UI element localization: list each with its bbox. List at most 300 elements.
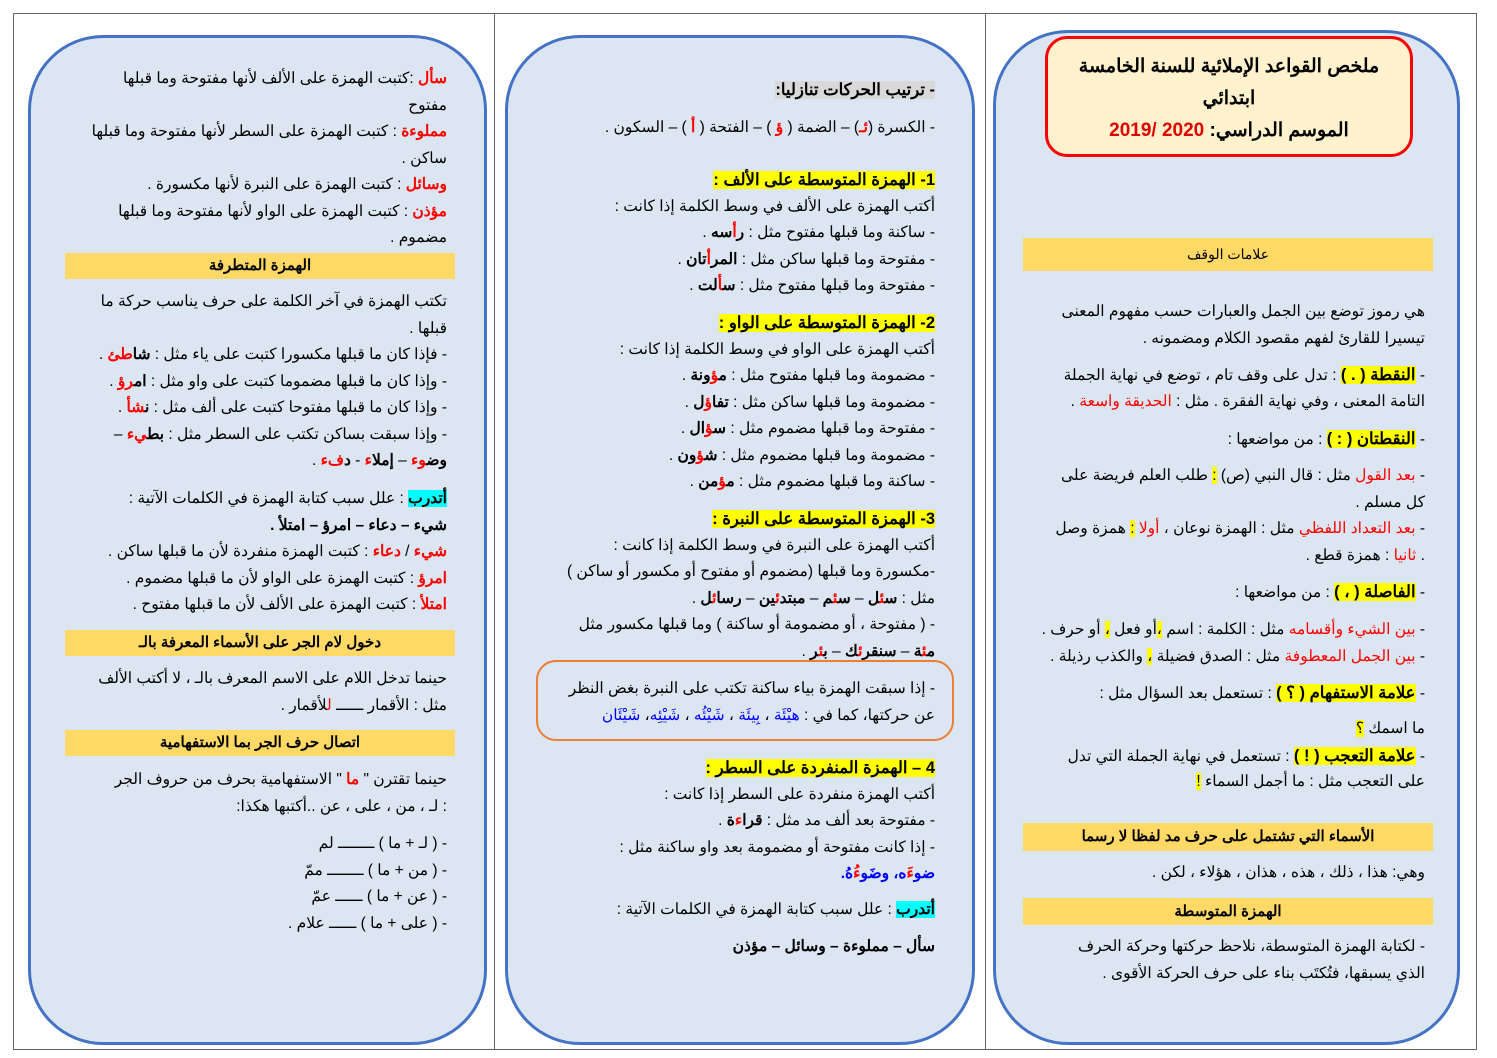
text-line bbox=[619, 782, 935, 809]
text-run: شَيْئُه bbox=[693, 706, 725, 724]
text-run: بعد القول bbox=[1355, 467, 1416, 484]
text-run: - مضمومة وما قبلها مضموم مثل : bbox=[717, 446, 935, 464]
text-run: - bbox=[1415, 747, 1425, 765]
text-run: - ساكنة وما قبلها مضموم مثل : bbox=[734, 473, 935, 490]
text-run: - ترتيب الحركات تنازليا: bbox=[775, 81, 935, 99]
text-line bbox=[620, 469, 935, 496]
text-line bbox=[567, 612, 935, 639]
text-run: ؤ bbox=[705, 420, 714, 437]
text-line bbox=[1061, 490, 1425, 517]
text-line bbox=[620, 310, 935, 337]
text-run: - إذا سبقت الهمزة بياء ساكنة تكتب على النبرة بغض النظر bbox=[568, 680, 935, 697]
text-run: ثانيا bbox=[1393, 546, 1417, 564]
text-run: - مفتوحة وما قبلها مضموم مثل : bbox=[726, 420, 935, 437]
text-run: : علل سبب كتابة الهمزة في الكلمات الآتية : bbox=[128, 490, 409, 507]
text-line bbox=[92, 225, 447, 252]
text-run: :كتبت الهمزة على الألف لأنها مفتوحة وما قبلها bbox=[122, 70, 419, 87]
text-run: أكتب الهمزة على النبرة في وسط الكلمة إذا كانت : bbox=[613, 536, 935, 554]
text-run: مثل : الهمزة نوعان ، bbox=[1159, 520, 1299, 537]
text-run: مفتوح bbox=[408, 96, 447, 114]
text-run: – bbox=[113, 425, 127, 443]
text-line bbox=[92, 199, 447, 226]
text-run: – bbox=[393, 452, 412, 469]
text-run: : bbox=[1130, 520, 1135, 537]
heading-text: اتصال حرف الجر بما الاستفهامية bbox=[159, 734, 361, 751]
text-run: - مضمومة وما قبلها مفتوح مثل : bbox=[726, 367, 935, 384]
text-run: وسائل bbox=[405, 176, 447, 193]
text-line bbox=[569, 703, 935, 730]
text-run: ءَ bbox=[906, 865, 914, 882]
text-line bbox=[567, 506, 935, 533]
text-run: 2- الهمزة المتوسطة على الواو : bbox=[718, 314, 935, 332]
text-run: ئ bbox=[858, 642, 863, 660]
text-run: حينما تقترن " bbox=[359, 771, 447, 788]
text-run: التامة المعنى ، وفي نهاية الفقرة . مثل : bbox=[1171, 392, 1425, 410]
text-run: . bbox=[684, 393, 694, 411]
text-run: بين الشيء وأقسامه bbox=[1288, 621, 1416, 638]
text-run: . bbox=[311, 452, 321, 469]
text-run: مبتد bbox=[779, 589, 806, 607]
section-heading bbox=[1023, 238, 1433, 271]
text-line bbox=[1064, 362, 1425, 389]
text-line bbox=[1055, 543, 1425, 570]
text-run: س bbox=[722, 277, 736, 294]
text-run: أ bbox=[717, 277, 723, 294]
text-run: ئ bbox=[775, 589, 780, 607]
text-run: ) – الفتحة ( bbox=[695, 119, 776, 136]
text-line bbox=[619, 755, 935, 782]
paragraph bbox=[615, 167, 935, 300]
text-line bbox=[619, 808, 935, 835]
text-run: مملوءة bbox=[401, 123, 447, 140]
text-run: م bbox=[822, 589, 833, 607]
text-run: المر bbox=[710, 250, 738, 268]
text-run: رؤ bbox=[117, 372, 134, 390]
text-run: سأل bbox=[418, 70, 447, 87]
text-run: - ( لـ + ما ) ــــــــ لم bbox=[318, 835, 447, 852]
text-run: : علل سبب كتابة الهمزة في الكلمات الآتية : bbox=[616, 901, 897, 918]
text-run: شيء bbox=[413, 543, 447, 560]
text-run: مؤذن bbox=[412, 202, 447, 220]
text-line bbox=[620, 337, 935, 364]
text-run: : همزة قطع . bbox=[1305, 546, 1394, 564]
text-run: 4 – الهمزة المنفردة على السطر : bbox=[705, 759, 935, 777]
text-run: طئ bbox=[107, 346, 133, 363]
text-run: ؟ bbox=[1355, 720, 1365, 737]
text-run: تيسيرا للقارئ لفهم مقصود الكلام ومضمونه . bbox=[1142, 329, 1425, 347]
text-line bbox=[620, 390, 935, 417]
text-run: - ( على + ما ) ــــــ علام . bbox=[288, 914, 447, 932]
text-run: يء bbox=[126, 425, 148, 443]
text-line bbox=[1100, 680, 1425, 707]
text-run: أ bbox=[691, 119, 696, 136]
text-run: ل bbox=[867, 589, 880, 607]
text-line bbox=[775, 77, 935, 104]
text-run: تفا bbox=[711, 393, 729, 411]
text-run: ئ bbox=[712, 589, 717, 607]
text-run: مثل : bbox=[897, 589, 935, 607]
text-run: . bbox=[691, 589, 701, 607]
heading-text: علامات الوقف bbox=[1186, 246, 1270, 262]
text-run: ، bbox=[680, 706, 694, 724]
text-line bbox=[99, 316, 447, 343]
text-line bbox=[1228, 426, 1425, 453]
text-run: . bbox=[681, 367, 691, 384]
text-run: أتدرب bbox=[408, 490, 447, 507]
text-run: من bbox=[698, 473, 719, 490]
season-line bbox=[1048, 115, 1410, 147]
text-run: مثل : قال النبي (ص) bbox=[1216, 467, 1356, 484]
text-run: : من مواضعها : bbox=[1227, 431, 1327, 448]
text-run: – bbox=[827, 642, 845, 660]
text-run: ئ bbox=[922, 642, 927, 660]
text-run: . bbox=[801, 642, 811, 660]
text-run: - ( من + ما ) ــــــــ ممّ bbox=[304, 861, 447, 879]
text-line bbox=[569, 676, 935, 703]
text-run: شَيْئَان bbox=[601, 706, 641, 724]
text-run: - لكتابة الهمزة المتوسطة، نلاحظ حركتها وحركة الحرف bbox=[1078, 938, 1425, 955]
section-heading bbox=[65, 253, 455, 279]
text-run: الذي يسبقها، فتُكتَب بناء على حرف الحركة الأقوى . bbox=[1102, 964, 1425, 982]
text-run: ام bbox=[133, 372, 147, 390]
text-run: ، bbox=[1104, 621, 1110, 638]
text-run: ب bbox=[823, 642, 828, 660]
text-run: ك bbox=[844, 642, 859, 660]
paragraph bbox=[1100, 680, 1425, 707]
text-line bbox=[1078, 961, 1425, 988]
text-line bbox=[288, 911, 447, 938]
text-run: مضموم . bbox=[390, 229, 447, 246]
paragraph bbox=[115, 767, 447, 820]
text-line bbox=[1235, 579, 1425, 606]
paragraph bbox=[1042, 617, 1425, 670]
text-line bbox=[1062, 326, 1425, 353]
text-line bbox=[615, 167, 935, 194]
text-run: ه، وضَو bbox=[860, 865, 907, 882]
text-run: ؤ bbox=[775, 119, 784, 136]
text-run: سنقر bbox=[862, 642, 897, 660]
text-run: على التعجب مثل : ما أجمل السماء bbox=[1200, 773, 1425, 790]
text-run: س bbox=[837, 589, 851, 607]
section-heading bbox=[65, 730, 455, 756]
text-line bbox=[99, 342, 447, 369]
heading-text: دخول لام الجر على الأسماء المعرفة بالـ bbox=[139, 634, 381, 651]
text-line bbox=[99, 369, 447, 396]
text-run: : من مواضعها : bbox=[1235, 584, 1335, 601]
text-run: – bbox=[850, 589, 868, 607]
text-line bbox=[108, 486, 447, 513]
text-line bbox=[1068, 716, 1425, 743]
heading-text: الهمزة المتوسطة bbox=[1174, 903, 1282, 920]
text-run: مثل : الصدق فضيلة bbox=[1152, 647, 1285, 665]
text-run: ؤ bbox=[696, 446, 705, 464]
text-line bbox=[1062, 299, 1425, 326]
text-run: بين الجمل المعطوفة bbox=[1284, 647, 1416, 665]
text-line bbox=[92, 93, 447, 120]
column-divider bbox=[494, 13, 495, 1050]
text-run: مثل : الأقمار ــــــ bbox=[331, 696, 447, 714]
text-line bbox=[567, 533, 935, 560]
paragraph bbox=[1152, 860, 1425, 887]
text-run: - ساكنة وما قبلها مفتوح مثل : bbox=[744, 224, 935, 241]
text-line bbox=[1068, 743, 1425, 770]
section-heading bbox=[1023, 898, 1433, 925]
text-run: رسا bbox=[716, 589, 742, 607]
text-line bbox=[115, 767, 447, 794]
text-run: مثل : الكلمة : اسم bbox=[1161, 621, 1289, 638]
paragraph bbox=[1235, 579, 1425, 606]
text-run: ل bbox=[700, 589, 713, 607]
text-run: 1- الهمزة المتوسطة على الألف : bbox=[713, 171, 935, 189]
text-run: - وإذا كان ما قبلها مفتوحا كتبت على ألف مثل : bbox=[149, 399, 447, 416]
text-run: - مفتوحة بعد ألف مد مثل : bbox=[762, 812, 935, 829]
text-line bbox=[619, 861, 935, 888]
text-run: . bbox=[689, 473, 699, 490]
text-run: قرا bbox=[742, 812, 763, 829]
paragraph bbox=[1228, 426, 1425, 453]
text-line bbox=[1068, 769, 1425, 796]
paragraph bbox=[1055, 516, 1425, 569]
text-run: وض bbox=[426, 452, 447, 469]
text-run: - وإذا كان ما قبلها مضموما كتبت على واو مثل : bbox=[146, 372, 447, 390]
text-run: م bbox=[726, 473, 735, 490]
text-run: / bbox=[400, 543, 414, 560]
text-run: - bbox=[350, 452, 365, 469]
text-run: شا bbox=[132, 346, 151, 363]
text-line bbox=[620, 443, 935, 470]
paragraph bbox=[1068, 716, 1425, 796]
text-run: – bbox=[741, 589, 759, 607]
text-run: سه bbox=[711, 224, 733, 241]
text-run: - ( عن + ما ) ــــــ عمّ bbox=[311, 888, 447, 905]
panel-final-hamza bbox=[28, 35, 487, 1045]
text-run: طلب العلم فريضة على bbox=[1061, 467, 1213, 484]
text-run: ؤ bbox=[718, 473, 727, 490]
text-run: ل bbox=[327, 696, 332, 714]
paragraph bbox=[92, 66, 447, 252]
text-run: ون bbox=[677, 446, 697, 464]
text-run: - bbox=[1415, 467, 1425, 484]
text-line bbox=[288, 858, 447, 885]
paragraph bbox=[620, 310, 935, 496]
text-run: ال bbox=[689, 420, 706, 437]
text-run: شَيْئِه bbox=[649, 706, 681, 724]
text-line bbox=[99, 422, 447, 449]
text-run: . bbox=[1070, 392, 1080, 410]
text-run: – bbox=[896, 642, 914, 660]
text-run: - bbox=[1415, 584, 1425, 601]
text-run: ل bbox=[693, 393, 705, 411]
text-run: دعاء bbox=[372, 543, 401, 560]
paragraph bbox=[733, 934, 935, 961]
text-run: أكتب الهمزة على الألف في وسط الكلمة إذا كانت : bbox=[614, 197, 935, 215]
text-run: ! bbox=[1196, 773, 1201, 790]
text-line bbox=[615, 194, 935, 221]
season-label: الموسم الدراسي: bbox=[1204, 120, 1349, 141]
text-line bbox=[1078, 934, 1425, 961]
text-line bbox=[288, 831, 447, 858]
text-line bbox=[1042, 617, 1425, 644]
text-line bbox=[1042, 644, 1425, 671]
text-run: لت bbox=[697, 277, 718, 294]
paragraph bbox=[605, 115, 935, 142]
text-run: الفاصلة ( ، ) bbox=[1334, 583, 1416, 601]
text-run: ؤ bbox=[710, 367, 719, 384]
text-run: تكتب الهمزة في آخر الكلمة على حرف يناسب حركة ما bbox=[100, 293, 447, 310]
paragraph bbox=[775, 77, 935, 104]
text-line bbox=[567, 559, 935, 586]
paragraph bbox=[99, 289, 447, 475]
text-line bbox=[92, 172, 447, 199]
text-run: فء bbox=[320, 452, 344, 469]
text-run: . bbox=[117, 399, 127, 416]
paragraph bbox=[1061, 463, 1425, 516]
text-run: - فإذا كان ما قبلها مكسورا كتبت على ياء مثل : bbox=[150, 346, 447, 363]
text-run: إملا bbox=[371, 452, 394, 469]
paragraph bbox=[617, 897, 935, 924]
text-run: أ bbox=[706, 250, 711, 268]
text-line bbox=[99, 395, 447, 422]
text-run: ضو bbox=[913, 865, 935, 882]
text-line bbox=[605, 115, 935, 142]
text-run: . bbox=[677, 250, 687, 268]
text-line bbox=[567, 586, 935, 613]
text-run: م bbox=[718, 367, 727, 384]
text-run: - الكسرة ( bbox=[867, 119, 935, 136]
paragraph bbox=[619, 755, 935, 888]
text-line bbox=[619, 835, 935, 862]
text-run: - إذا كانت مفتوحة أو مضمومة بعد واو ساكنة مثل : bbox=[619, 838, 935, 856]
text-run: : كتبت الهمزة على الواو لأنها مفتوحة وما قبلها bbox=[118, 202, 413, 220]
text-line bbox=[1061, 463, 1425, 490]
text-run: - bbox=[1415, 367, 1425, 384]
text-line bbox=[615, 273, 935, 300]
text-run: : كتبت الهمزة على السطر لأنها مفتوحة وما قبلها bbox=[91, 123, 402, 140]
text-run: ر bbox=[736, 224, 745, 241]
text-run: وهي: هذا ، ذلك ، هذه ، هذان ، هؤلاء ، لكن . bbox=[1151, 864, 1425, 881]
text-run: تان bbox=[686, 250, 707, 268]
paragraph bbox=[108, 486, 447, 619]
text-line bbox=[108, 539, 447, 566]
text-run: : لـ ، من ، على ، عن ..أكتبها هكذا: bbox=[236, 797, 447, 815]
text-run: " الاستفهامية بحرف من حروف الجر bbox=[114, 771, 347, 788]
text-run: ش bbox=[704, 446, 718, 464]
text-line bbox=[98, 693, 447, 720]
text-run: ، bbox=[1156, 621, 1162, 638]
text-run: النقطة ( . ) bbox=[1340, 366, 1416, 384]
text-run: ن bbox=[145, 399, 150, 416]
text-run: علامة الاستفهام ( ؟ ) bbox=[1276, 684, 1416, 702]
text-run: ؤ bbox=[704, 393, 712, 411]
text-run: : كتبت الهمزة على النبرة لأنها مكسورة . bbox=[147, 176, 406, 193]
text-run: . bbox=[668, 446, 678, 464]
text-run: : تستعمل في نهاية الجملة التي تدل bbox=[1067, 747, 1294, 765]
text-line bbox=[620, 416, 935, 443]
paragraph bbox=[567, 506, 935, 665]
text-run: ) – الضمة ( bbox=[783, 119, 860, 136]
text-run: بِيئَة bbox=[738, 706, 761, 724]
text-line bbox=[92, 146, 447, 173]
text-line bbox=[1152, 860, 1425, 887]
text-line bbox=[615, 220, 935, 247]
text-run: ئـ bbox=[859, 119, 868, 136]
text-line bbox=[92, 66, 447, 93]
heading-text: الهمزة المتطرفة bbox=[208, 257, 312, 274]
text-run: . bbox=[702, 224, 712, 241]
text-line bbox=[615, 247, 935, 274]
text-line bbox=[99, 448, 447, 475]
text-run: ، bbox=[724, 706, 739, 724]
paragraph bbox=[98, 666, 447, 719]
text-run: : كتبت الهمزة على الواو لأن ما قبلها مضموم . bbox=[126, 569, 419, 587]
text-run: -مكسورة وما قبلها (مضموم أو مفتوح أو مكسور أو ساكن ) bbox=[566, 563, 935, 580]
column-divider bbox=[985, 13, 986, 1050]
text-line bbox=[617, 897, 935, 924]
panel-stop-marks bbox=[993, 30, 1460, 1045]
text-run: 3- الهمزة المتوسطة على النبرة : bbox=[712, 510, 935, 528]
text-line bbox=[108, 513, 447, 540]
text-run: - bbox=[1415, 647, 1425, 665]
text-run: بط bbox=[147, 425, 165, 443]
text-run: ، bbox=[640, 706, 650, 724]
note-text bbox=[569, 676, 935, 729]
text-run: أ bbox=[732, 224, 737, 241]
text-run: ونة bbox=[690, 367, 711, 384]
text-run: ء bbox=[364, 452, 372, 469]
text-run: عن حركتها، كما في : bbox=[799, 706, 935, 724]
text-run: : bbox=[1212, 467, 1217, 484]
text-run: ) – السكون . bbox=[604, 119, 692, 136]
text-run: . bbox=[680, 420, 690, 437]
text-run: ء bbox=[734, 812, 743, 829]
paragraph bbox=[1078, 934, 1425, 987]
text-run: : تستعمل بعد السؤال مثل : bbox=[1099, 685, 1277, 702]
text-run: همزة وصل bbox=[1055, 520, 1131, 537]
text-run: علامة التعجب ( ! ) bbox=[1293, 746, 1416, 765]
text-line bbox=[98, 666, 447, 693]
text-run: ، bbox=[1147, 647, 1153, 665]
text-run: قبلها . bbox=[409, 319, 447, 337]
text-line bbox=[288, 884, 447, 911]
text-run: ر bbox=[810, 642, 819, 660]
text-line bbox=[620, 363, 935, 390]
text-line bbox=[108, 592, 447, 619]
text-run: ما bbox=[346, 771, 360, 788]
text-run: . bbox=[98, 346, 108, 363]
text-line bbox=[99, 289, 447, 316]
text-run: د bbox=[343, 452, 351, 469]
text-run: ءُ bbox=[853, 865, 861, 882]
text-run: - bbox=[1415, 431, 1425, 448]
text-run: أكتب الهمزة منفردة على السطر إذا كانت : bbox=[664, 785, 935, 803]
text-line bbox=[92, 119, 447, 146]
text-run: : تدل على وقف تام ، توضع في نهاية الجملة bbox=[1063, 367, 1341, 384]
text-run: هيْئَة bbox=[773, 706, 800, 724]
text-run: ساكن . bbox=[401, 149, 447, 167]
text-run: وء bbox=[411, 452, 427, 469]
text-run: – bbox=[805, 589, 823, 607]
text-run: أولا bbox=[1138, 520, 1160, 537]
text-line bbox=[1064, 389, 1425, 416]
text-run: س bbox=[884, 589, 898, 607]
text-run: النقطتان ( : ) bbox=[1326, 430, 1416, 448]
title-line: ملخص القواعد الإملائية للسنة الخامسة bbox=[1078, 56, 1380, 77]
text-run: ئ bbox=[833, 589, 838, 607]
text-run: هي رموز توضع بين الجمل والعبارات حسب مفهوم المعنى bbox=[1061, 303, 1425, 320]
text-line bbox=[115, 794, 447, 821]
text-run: - ( مفتوحة ، أو مضمومة أو ساكنة ) وما قبلها مكسور مثل bbox=[578, 616, 935, 633]
text-run: - bbox=[1415, 520, 1425, 537]
